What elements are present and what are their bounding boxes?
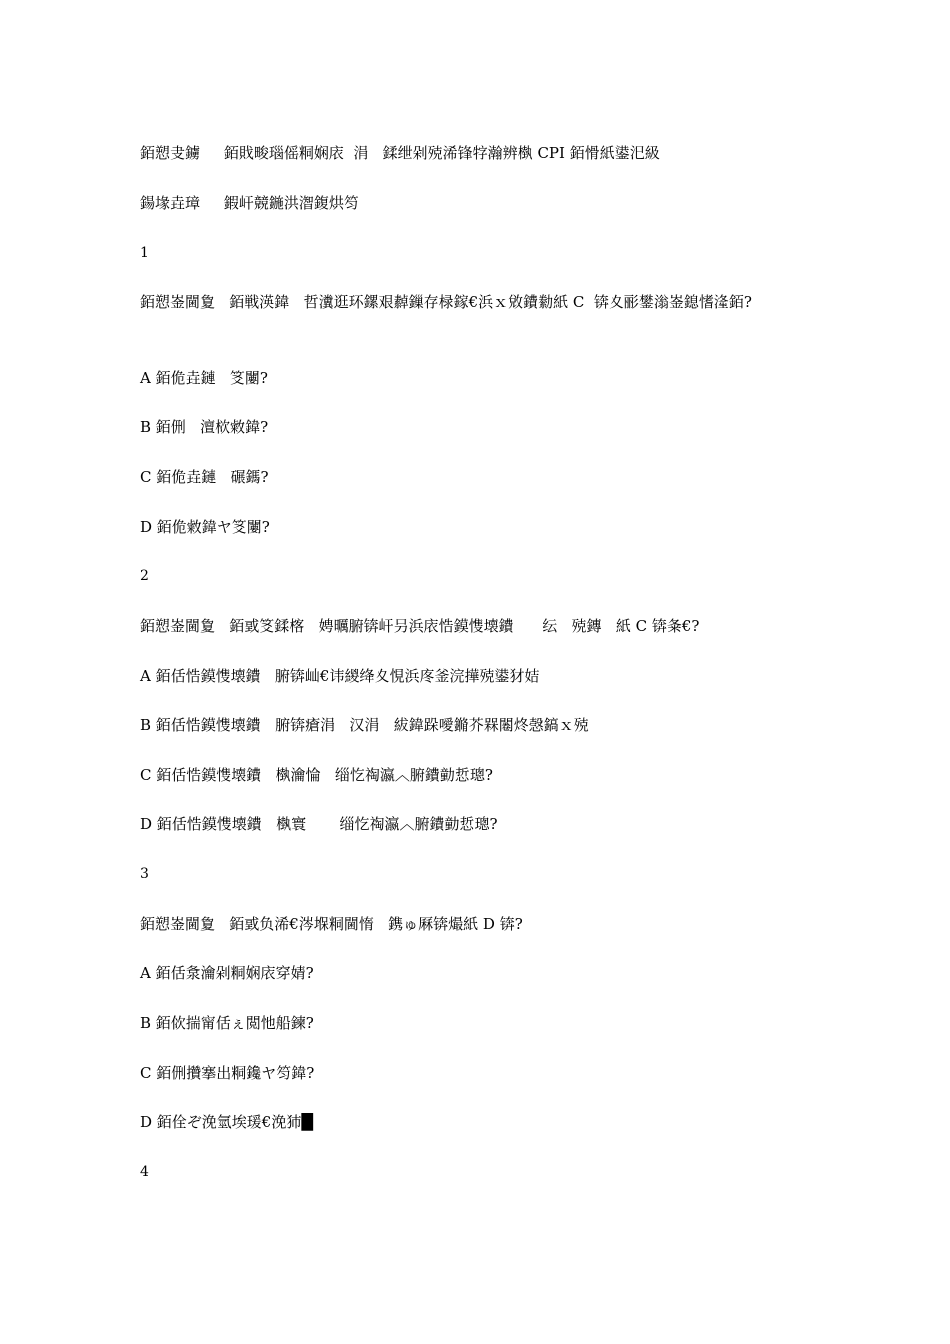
question-2-option-a: A 銆佸悎鏌愯壊鐨 腑锛屾€讳緵绛夊悓浜庝釜浣撶殑鍙犲姞 (140, 667, 540, 685)
question-1-stem: 銆愬崟閫夐 銆戦渶鍏 哲瀵逛环鏍艰繛鏁存椂鎵€浜ｘ敓鐨勬紙 C 锛夊彨鐢滃崟鎴愭湰銆? (140, 293, 752, 311)
question-4-number: 4 (140, 1164, 149, 1180)
question-3-number: 3 (140, 866, 149, 882)
question-2-option-b: B 銆佸悎鏌愯壊鐨 腑锛瘡涓 汉涓 紱鍏跺噯鏅芥槑闂炵愨鎬ｘ殑 (140, 716, 589, 734)
question-3-option-b: B 銆佽揣甯佸ぇ閲忚船鍊? (140, 1014, 314, 1032)
question-1-option-c: C 銆佹垚鏈 碾鎷? (140, 468, 269, 486)
question-3-option-c: C 銆侀攢搴出粡鑱ヤ笉鍏? (140, 1064, 315, 1082)
question-2-option-c: C 銆佸悎鏌愯壊鐨 槸瀹惀 缁忔祹瀛︿腑鐨勭悊璁? (140, 766, 493, 784)
question-3-option-a: A 銆佸洜瀹剁粡娴庡穿婧? (140, 964, 314, 982)
question-2-stem: 銆愬崟閫夐 銆戜笅鍒楁 娉曞腑锛屽叧浜庡悎鏌愯壊鐨 纭 殑鏄 紙 C 锛夈€? (140, 617, 700, 635)
question-1-number: 1 (140, 245, 149, 261)
question-2-option-d: D 銆佸悎鏌愯壊鐨 槸寰 缁忔祹瀛︿腑鐨勭悊璁? (140, 815, 498, 833)
question-1-option-b: B 銆侀 澶栨敹鍏? (140, 418, 269, 436)
question-3-stem: 銆愬崟閫夐 銆戜负浠€涔堢粡閫惰 鎸ゅ厤锛熶紙 D 锛? (140, 915, 523, 933)
question-1-option-d: D 銆佹敹鍏ヤ笅闄? (140, 518, 270, 536)
question-1-option-a: A 銆佹垚鏈 笅闄? (140, 369, 268, 387)
question-3-option-d: D 銆佺ぞ浼氫埃瑗€浼犻█ (140, 1113, 313, 1131)
header-line-2: 鍚堟垚璋 鍜屽競鍦洪潪鍑烘笉 (140, 194, 359, 212)
question-2-number: 2 (140, 568, 149, 584)
header-line-1: 銆愬叏鐪 銆戝畯瑙傜粡娴庡 涓 鍒绁剁殑浠锋牸瀚辨槸 CPI 銆愲紙鍙汜級 (140, 144, 660, 162)
